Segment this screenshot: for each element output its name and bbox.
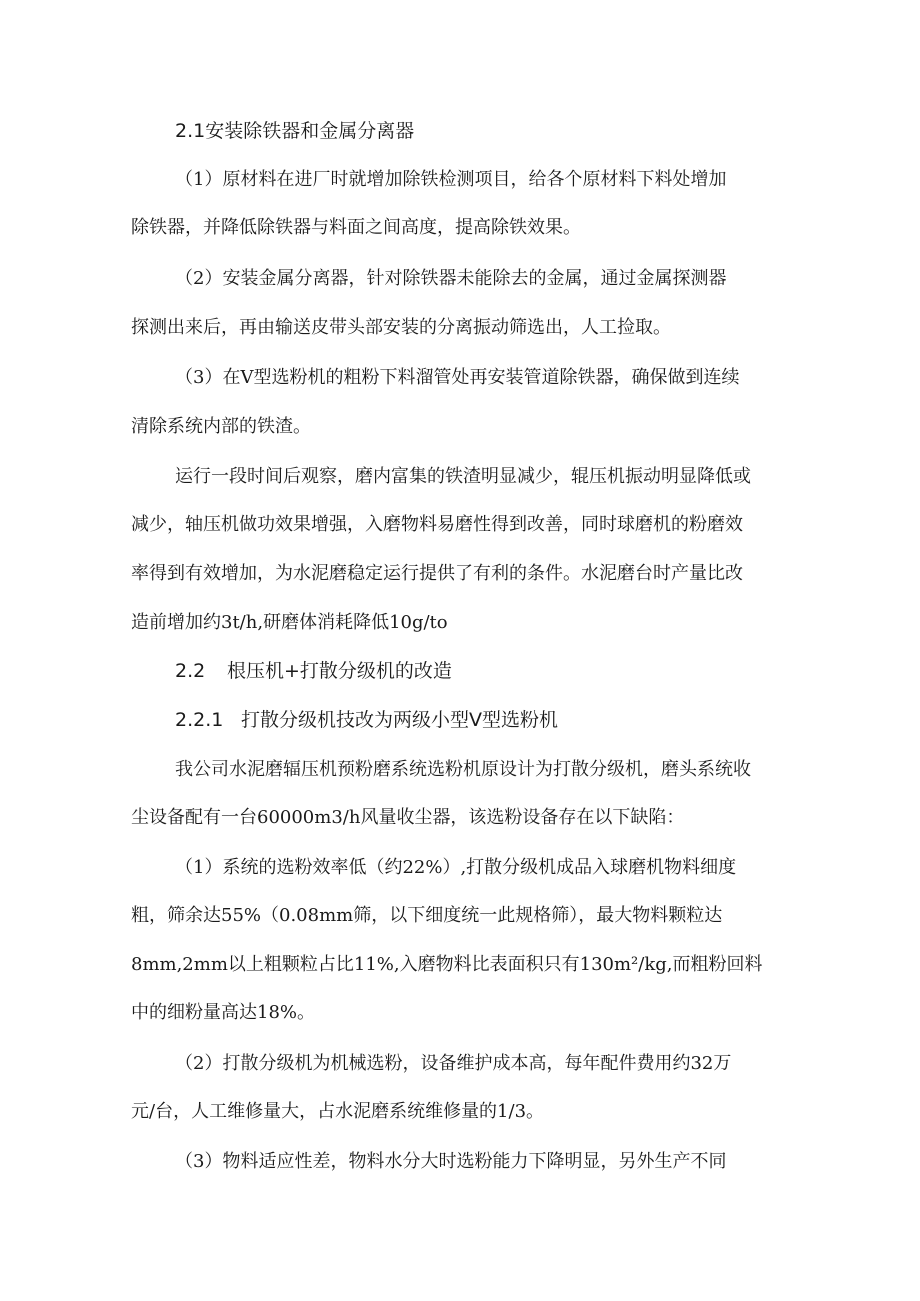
section-heading-2-2 (175, 659, 452, 683)
paragraph-line: 探测出来后，再由输送皮带头部安装的分离振动筛选出，人工捡取。 (131, 317, 671, 338)
paragraph-line: 中的细粉量高达18%。 (131, 1002, 316, 1023)
paragraph-line: （3）在V型选粉机的粗粉下料溜管处再安装管道除铁器，确保做到连续 (175, 367, 740, 388)
section-title: 打散分级机技改为两级小型V型选粉机 (241, 709, 558, 731)
section-number: 2.2 (175, 660, 206, 682)
section-heading-2-2-1 (175, 708, 558, 732)
paragraph-line: 8mm,2mm以上粗颗粒占比11%,入磨物料比表面积只有130m²/kg,而粗粉回料 (131, 954, 763, 975)
paragraph-line: 清除系统内部的铁渣。 (131, 416, 311, 437)
paragraph-line: 我公司水泥磨辐压机预粉磨系统选粉机原设计为打散分级机，磨头系统收 (175, 759, 751, 780)
paragraph-line: 粗，筛余达55%（0.08mm筛，以下细度统一此规格筛），最大物料颗粒达 (131, 905, 723, 926)
section-heading-2-1: 2.1安装除铁器和金属分离器 (175, 120, 415, 142)
paragraph-line: 元/台，人工维修量大，占水泥磨系统维修量的1/3。 (131, 1101, 545, 1122)
paragraph-line: 减少，轴压机做功效果增强，入磨物料易磨性得到改善，同时球磨机的粉磨效 (131, 514, 743, 535)
paragraph-line: 造前增加约3t/h,研磨体消耗降低10g/to (131, 612, 448, 633)
paragraph-line: 运行一段时间后观察，磨内富集的铁渣明显减少，辊压机振动明显降低或 (175, 466, 751, 487)
paragraph-line: （2）打散分级机为机械选粉，设备维护成本高，每年配件费用约32万 (175, 1053, 732, 1074)
paragraph-line: 率得到有效增加，为水泥磨稳定运行提供了有利的条件。水泥磨台时产量比改 (131, 563, 743, 584)
section-title: 根压机+打散分级机的改造 (227, 660, 452, 682)
paragraph-line: （3）物料适应性差，物料水分大时选粉能力下降明显，另外生产不同 (175, 1151, 727, 1172)
paragraph-line: 除铁器，并降低除铁器与料面之间高度，提高除铁效果。 (131, 217, 581, 238)
section-number: 2.2.1 (175, 709, 224, 731)
paragraph-line: （2）安装金属分离器，针对除铁器未能除去的金属，通过金属探测器 (175, 268, 727, 289)
paragraph-line: 尘设备配有一台60000m3/h风量收尘器，该选粉设备存在以下缺陷： (131, 807, 685, 828)
paragraph-line: （1）系统的选粉效率低（约22%）,打散分级机成品入球磨机物料细度 (175, 857, 737, 878)
paragraph-line: （1）原材料在进厂时就增加除铁检测项目，给各个原材料下料处增加 (175, 169, 727, 190)
